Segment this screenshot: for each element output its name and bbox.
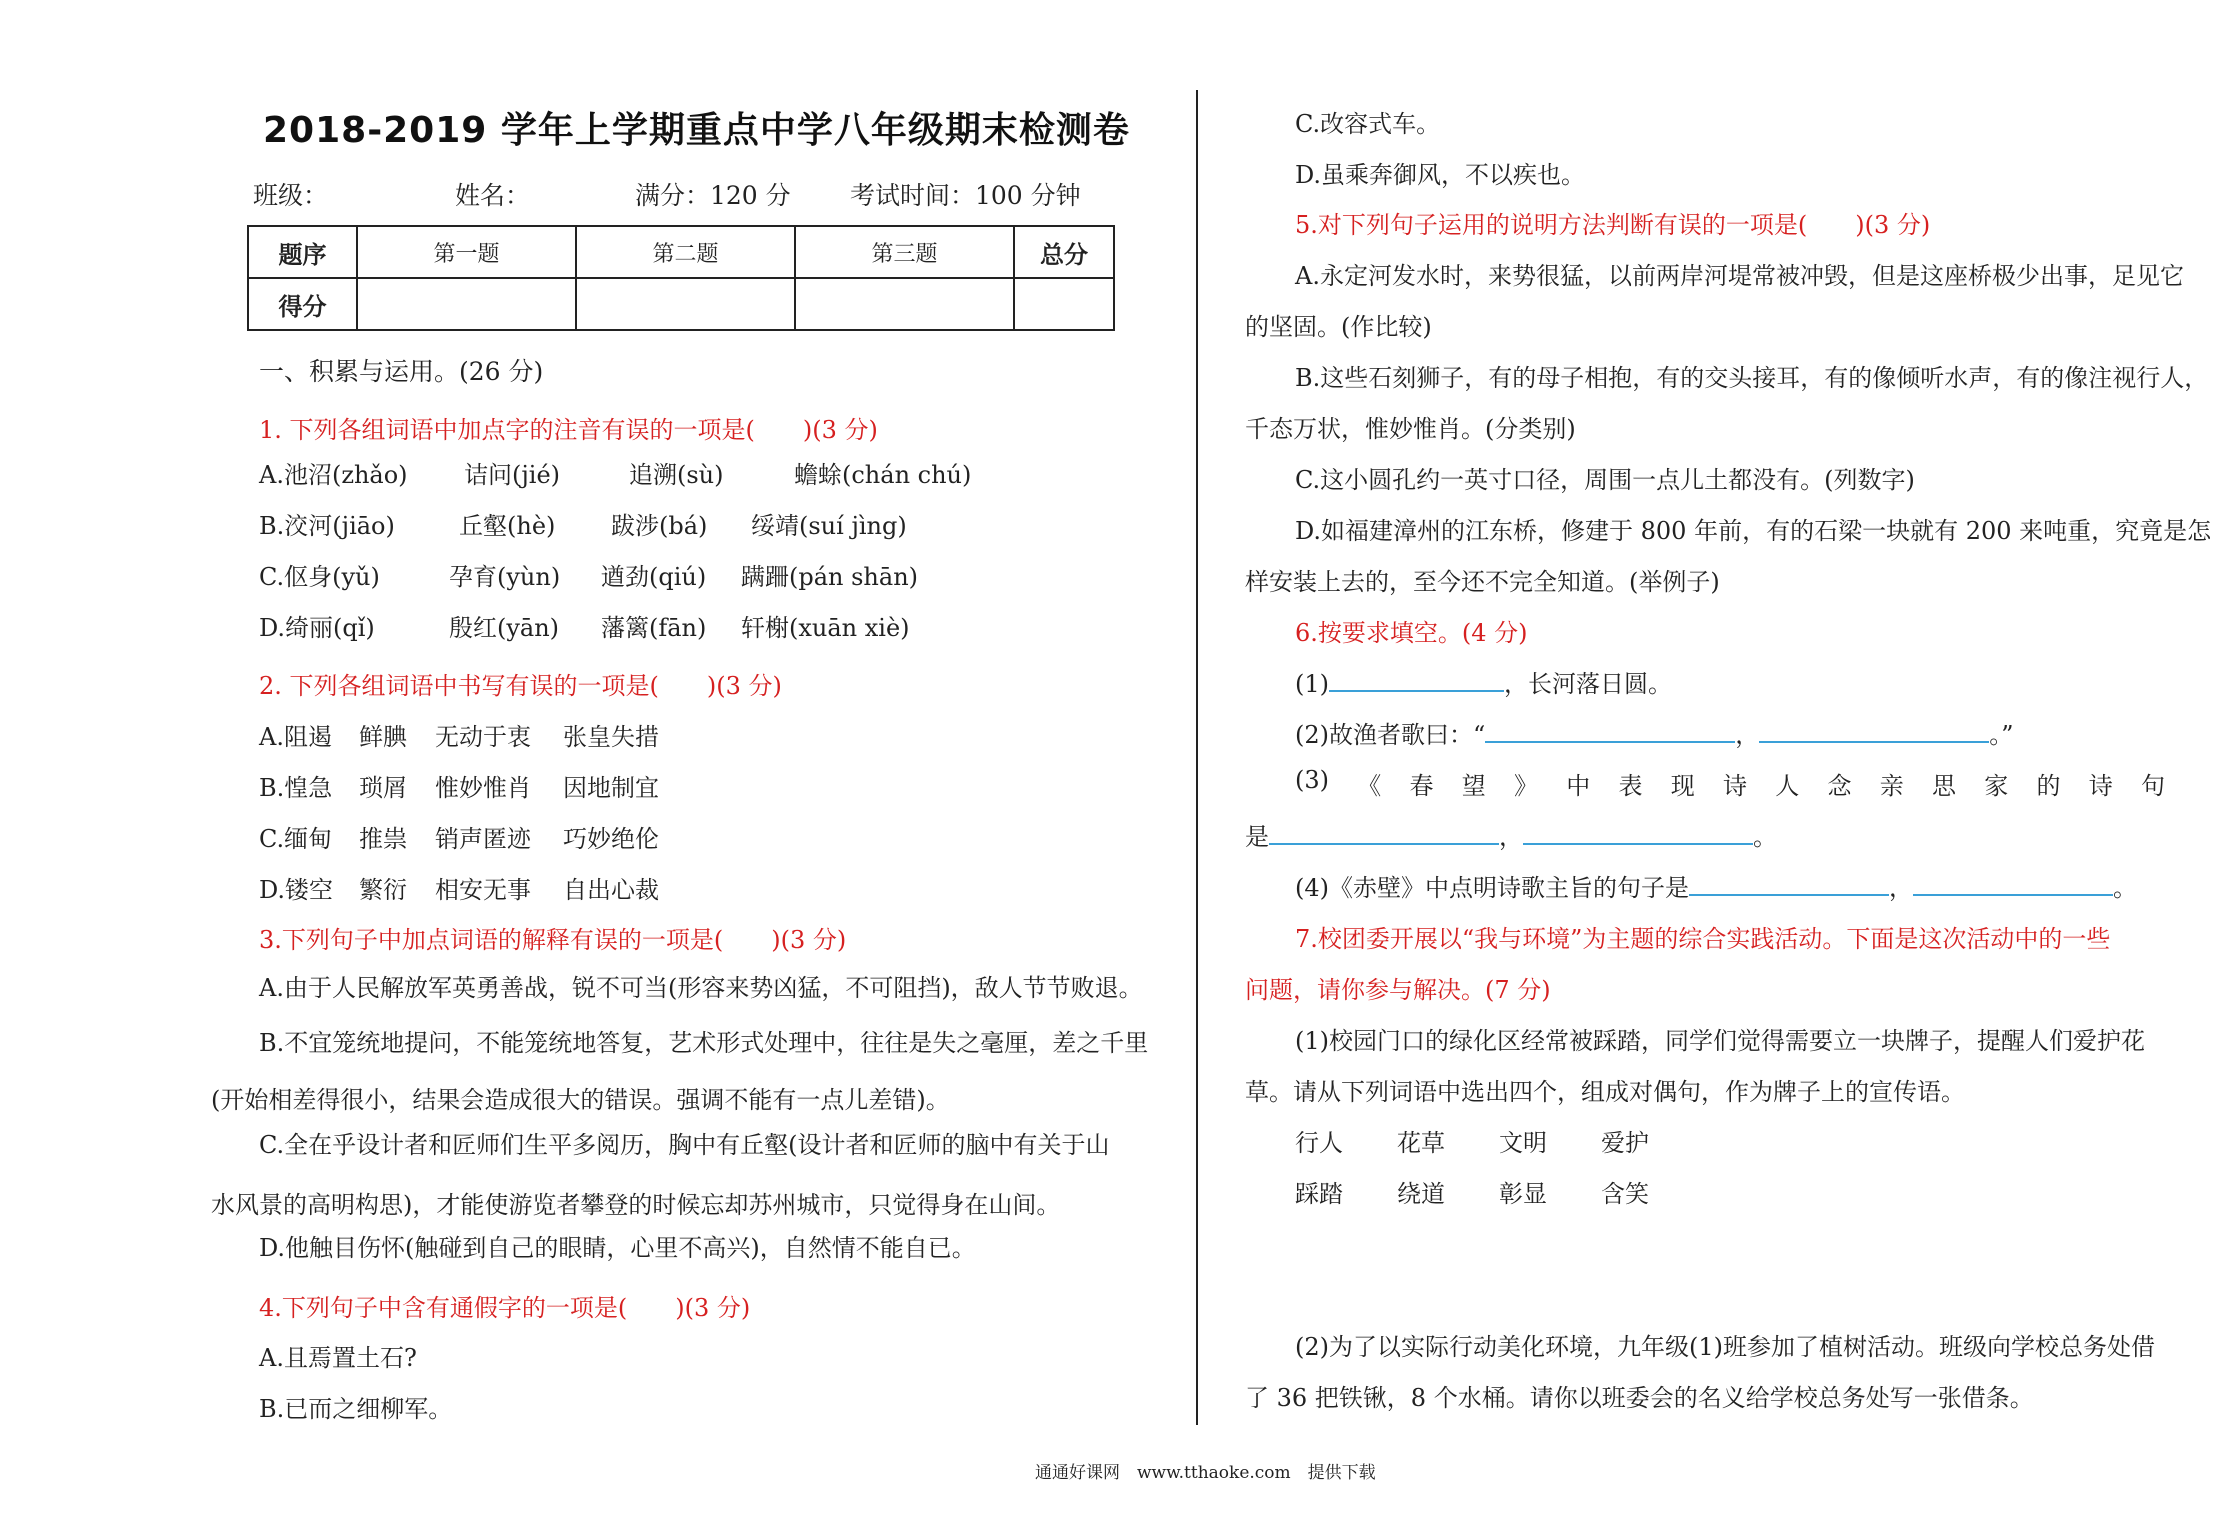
char: 的 [2036, 772, 2061, 800]
item-text: 。” [1989, 721, 2014, 749]
class-label: 班级： [253, 181, 329, 210]
q4-option-d: D.虽乘奔御风，不以疾也。 [1295, 161, 1586, 189]
fill-blank[interactable] [1689, 868, 1889, 896]
fill-blank[interactable] [1269, 817, 1499, 845]
item-text: (4)《赤壁》中点明诗歌主旨的句子是 [1295, 874, 1689, 902]
q5-option-a-cont: 的坚固。(作比较) [1245, 313, 1432, 341]
option-text: 遒劲(qiú) [601, 563, 707, 591]
question-4: 4.下列句子中含有通假字的一项是( )(3 分) [259, 1294, 751, 1322]
q7-sub-2: (2)为了以实际行动美化环境，九年级(1)班参加了植树活动。班级向学校总务处借 [1295, 1333, 2155, 1361]
exam-time-label: 考试时间：100 分钟 [850, 181, 1081, 210]
table-header-cell: 总分 [1014, 226, 1114, 278]
question-7-cont: 问题，请你参与解决。(7 分) [1245, 976, 1551, 1004]
char: (3) [1295, 766, 1329, 794]
option-text: 琐屑 [359, 774, 407, 802]
option-text: 因地制宜 [563, 774, 659, 802]
q6-item-3 [1295, 766, 2165, 801]
score-cell[interactable] [357, 278, 576, 330]
q3-option-c: C.全在乎设计者和匠师们生平多阅历，胸中有丘壑(设计者和匠师的脑中有关于山 [259, 1131, 1110, 1159]
char: 》 [1514, 772, 1538, 800]
item-text: 。 [1753, 823, 1777, 851]
word: 行人 [1295, 1129, 1343, 1157]
q2-option-c [259, 819, 659, 854]
option-text: 张皇失措 [563, 723, 659, 751]
question-7: 7.校团委开展以“我与环境”为主题的综合实践活动。下面是这次活动中的一些 [1295, 925, 2111, 953]
q4-option-b: B.已而之细柳军。 [259, 1395, 453, 1423]
option-text: 蟾蜍(chán chú) [794, 461, 972, 489]
fill-blank[interactable] [1759, 715, 1989, 743]
option-text: 殷红(yān) [449, 614, 560, 642]
question-6: 6.按要求填空。(4 分) [1295, 619, 1528, 647]
q7-sub-1: (1)校园门口的绿化区经常被踩踏，同学们觉得需要立一块牌子，提醒人们爱护花 [1295, 1027, 2145, 1055]
option-text: C.缅甸 [259, 825, 333, 853]
word: 文明 [1499, 1129, 1547, 1157]
option-text: 繁衍 [359, 876, 407, 904]
footer-source: 通通好课网 www.tthaoke.com 提供下载 [1035, 1463, 1376, 1483]
item-text: ， [1499, 823, 1523, 851]
option-text: 巧妙绝伦 [563, 825, 659, 853]
option-text: B.惶急 [259, 774, 333, 802]
option-text: 孕育(yùn) [449, 563, 561, 591]
item-label: (1) [1295, 670, 1329, 698]
q1-option-d [259, 608, 910, 643]
fill-blank[interactable] [1329, 664, 1504, 692]
full-score-label: 满分：120 分 [635, 181, 791, 210]
option-text: 蹒跚(pán shān) [741, 563, 919, 591]
q1-option-c [259, 557, 918, 592]
option-text: 惟妙惟肖 [435, 774, 531, 802]
option-text: 自出心裁 [563, 876, 659, 904]
option-text: D.绮丽(qǐ) [259, 614, 375, 642]
q2-option-a [259, 717, 659, 752]
name-label: 姓名： [455, 181, 531, 210]
char: 望 [1461, 772, 1486, 800]
item-text: ， [1889, 874, 1913, 902]
q5-option-b: B.这些石刻狮子，有的母子相抱，有的交头接耳，有的像倾听水声，有的像注视行人， [1295, 364, 2209, 392]
option-text: 诘问(jié) [464, 461, 561, 489]
score-table [247, 225, 1115, 331]
word: 含笑 [1601, 1180, 1649, 1208]
item-text: 。 [2113, 874, 2137, 902]
table-header-cell: 第三题 [795, 226, 1014, 278]
option-text: A.阻遏 [259, 723, 332, 751]
option-text: 藩篱(fān) [601, 614, 707, 642]
q3-option-c-cont: 水风景的高明构思)，才能使游览者攀登的时候忘却苏州城市，只觉得身在山间。 [211, 1191, 1061, 1219]
q2-option-d [259, 870, 659, 905]
option-text: A.池沼(zhǎo) [259, 461, 408, 489]
q3-option-d: D.他触目伤怀(触碰到自己的眼睛，心里不高兴)，自然情不能自已。 [259, 1234, 976, 1262]
option-text: C.伛身(yǔ) [259, 563, 380, 591]
char: 中 [1566, 772, 1591, 800]
q4-option-a: A.且焉置土石? [259, 1344, 417, 1372]
option-text: 销声匿迹 [435, 825, 531, 853]
page-title: 2018-2019 学年上学期重点中学八年级期末检测卷 [263, 110, 1130, 151]
item-text: ， [1735, 721, 1760, 749]
q5-option-d-cont: 样安装上去的，至今还不完全知道。(举例子) [1245, 568, 1720, 596]
word: 踩踏 [1295, 1180, 1343, 1208]
q5-option-d: D.如福建漳州的江东桥，修建于 800 年前，有的石梁一块就有 200 来吨重，究竟是怎 [1295, 517, 2212, 545]
option-text: 丘壑(hè) [459, 512, 556, 540]
q3-option-b-cont: (开始相差得很小，结果会造成很大的错误。强调不能有一点儿差错)。 [211, 1086, 950, 1114]
option-text: 轩榭(xuān xiè) [741, 614, 910, 642]
word-list-1 [1295, 1123, 1649, 1158]
q6-item-4 [1295, 868, 2137, 903]
table-header-cell: 题序 [248, 226, 357, 278]
char: 现 [1670, 772, 1695, 800]
q5-option-c: C.这小圆孔约一英寸口径，周围一点儿土都没有。(列数字) [1295, 466, 1915, 494]
item-text: (2)故渔者歌曰：“ [1295, 721, 1486, 749]
char: 思 [1932, 772, 1956, 800]
question-3: 3.下列句子中加点词语的解释有误的一项是( )(3 分) [259, 926, 847, 954]
q7-sub-1-cont: 草。请从下列词语中选出四个，组成对偶句，作为牌子上的宣传语。 [1245, 1078, 1965, 1106]
char: 诗 [1723, 772, 1747, 800]
char: 句 [2141, 772, 2165, 800]
char: 春 [1409, 772, 1434, 800]
word-list-2 [1295, 1174, 1649, 1209]
char: 诗 [2088, 772, 2113, 800]
question-5: 5.对下列句子运用的说明方法判断有误的一项是( )(3 分) [1295, 211, 1931, 239]
q5-option-b-cont: 千态万状，惟妙惟肖。(分类别) [1245, 415, 1576, 443]
option-text: D.镂空 [259, 876, 334, 904]
q1-option-a [259, 455, 971, 490]
fill-blank[interactable] [1523, 817, 1753, 845]
option-text: 绥靖(suí jìng) [751, 512, 907, 540]
fill-blank[interactable] [1913, 868, 2113, 896]
item-text: 是 [1245, 823, 1269, 851]
q2-option-b [259, 768, 659, 803]
question-1: 1. 下列各组词语中加点字的注音有误的一项是( )(3 分) [259, 416, 878, 444]
table-header-cell: 第一题 [357, 226, 576, 278]
q4-option-c: C.改容式车。 [1295, 110, 1441, 138]
q6-item-1 [1295, 664, 1672, 699]
option-text: B.洨河(jiāo) [259, 512, 395, 540]
question-2: 2. 下列各组词语中书写有误的一项是( )(3 分) [259, 672, 782, 700]
q1-option-b [259, 506, 907, 541]
word: 花草 [1397, 1129, 1445, 1157]
score-cell[interactable] [1014, 278, 1114, 330]
column-divider [1196, 90, 1198, 1425]
char: 人 [1775, 772, 1800, 800]
char: 《 [1357, 772, 1382, 800]
q5-option-a: A.永定河发水时，来势很猛，以前两岸河堤常被冲毁，但是这座桥极少出事，足见它 [1295, 262, 2184, 290]
score-cell[interactable] [795, 278, 1014, 330]
char: 家 [1984, 772, 2009, 800]
char: 亲 [1879, 772, 1904, 800]
char: 念 [1827, 772, 1852, 800]
score-cell[interactable] [576, 278, 795, 330]
q6-item-2 [1295, 715, 2014, 750]
word: 爱护 [1601, 1129, 1649, 1157]
item-text: ，长河落日圆。 [1504, 670, 1672, 698]
option-text: 相安无事 [435, 876, 531, 904]
section-heading: 一、积累与运用。(26 分) [259, 357, 544, 386]
table-header-cell: 第二题 [576, 226, 795, 278]
option-text: 追溯(sù) [629, 461, 724, 489]
option-text: 推祟 [359, 825, 407, 853]
option-text: 跋涉(bá) [611, 512, 708, 540]
q3-option-b: B.不宜笼统地提问，不能笼统地答复，艺术形式处理中，往往是失之毫厘，差之千里 [259, 1029, 1149, 1057]
char: 表 [1618, 772, 1643, 800]
fill-blank[interactable] [1485, 715, 1735, 743]
table-row-label: 得分 [248, 278, 357, 330]
q7-sub-2-cont: 了 36 把铁锹，8 个水桶。请你以班委会的名义给学校总务处写一张借条。 [1245, 1384, 2034, 1412]
word: 绕道 [1397, 1180, 1445, 1208]
q3-option-a: A.由于人民解放军英勇善战，锐不可当(形容来势凶猛，不可阻挡)，敌人节节败退。 [259, 974, 1143, 1002]
word: 彰显 [1499, 1180, 1547, 1208]
option-text: 鲜腆 [359, 723, 407, 751]
option-text: 无动于衷 [435, 723, 531, 751]
q6-item-3-cont [1245, 817, 1777, 852]
